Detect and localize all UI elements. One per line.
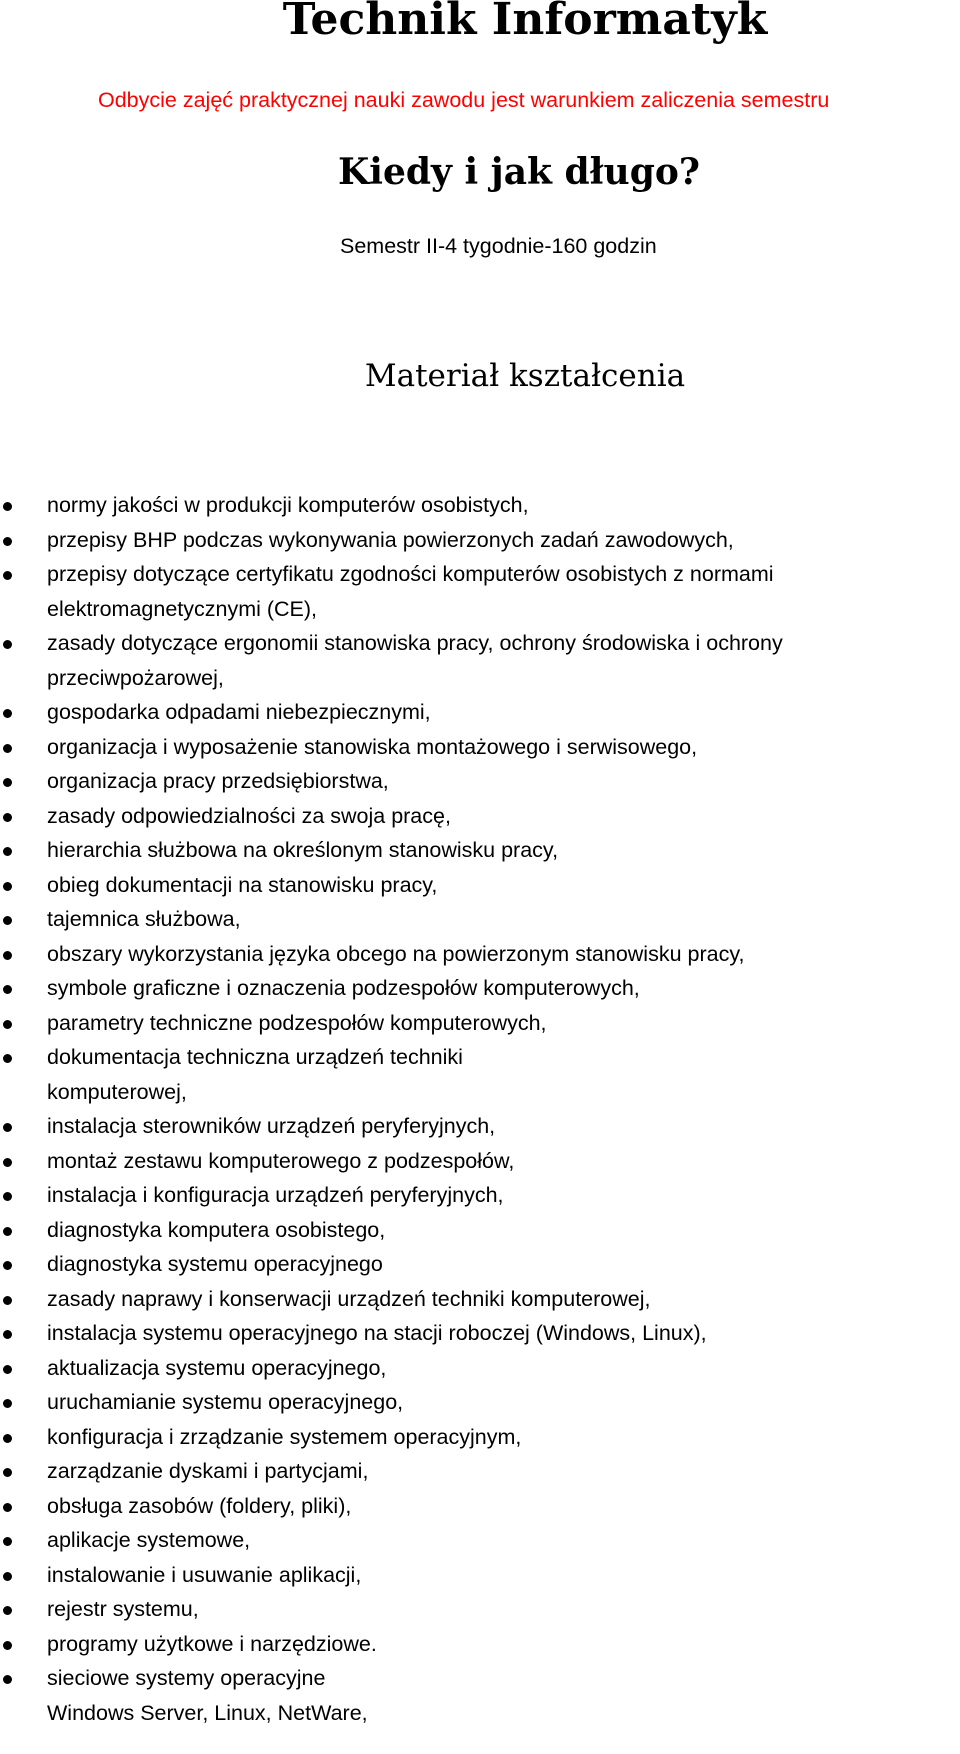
list-item [0, 937, 960, 972]
bullet-icon [3, 1606, 12, 1615]
bullet-icon [3, 1296, 12, 1305]
bullet-icon [3, 1123, 12, 1132]
list-item-text: zasady naprawy i konserwacji urządzeń techniki komputerowej, [47, 1286, 651, 1311]
list-item-text: instalacja i konfiguracja urządzeń peryferyjnych, [47, 1183, 504, 1207]
list-item [0, 1420, 960, 1455]
bullet-icon [3, 882, 12, 891]
when-heading: Kiedy i jak długo? [337, 151, 700, 193]
bullet-icon [3, 1227, 12, 1236]
list-item [0, 1316, 960, 1351]
list-item-text: zarządzanie dyskami i partycjami, [47, 1459, 369, 1483]
bullet-icon [3, 985, 12, 994]
topics-list [0, 488, 960, 1730]
list-item [0, 730, 960, 765]
list-item-text-continuation: Windows Server, Linux, NetWare, [47, 1700, 368, 1725]
bullet-icon [3, 1399, 12, 1408]
list-item-text: rejestr systemu, [47, 1597, 199, 1621]
list-item [0, 695, 960, 730]
bullet-icon [3, 951, 12, 960]
list-item [0, 868, 960, 903]
list-item-text: diagnostyka systemu operacyjnego [47, 1252, 383, 1276]
list-item-text: uruchamianie systemu operacyjnego, [47, 1390, 404, 1414]
list-item [0, 1385, 960, 1420]
semester-info: Semestr II-4 tygodnie-160 godzin [340, 234, 657, 258]
list-item-text: programy użytkowe i narzędziowe. [47, 1631, 377, 1656]
bullet-icon [3, 1434, 12, 1443]
list-item-text: dokumentacja techniczna urządzeń techniki [47, 1045, 463, 1069]
bullet-icon [3, 916, 12, 925]
list-item [0, 1213, 960, 1248]
list-item [0, 1627, 960, 1662]
bullet-icon [3, 1468, 12, 1477]
bullet-icon [3, 778, 12, 787]
list-item-text: sieciowe systemy operacyjne [47, 1666, 326, 1690]
bullet-icon [3, 537, 12, 546]
list-item-text: gospodarka odpadami niebezpiecznymi, [47, 700, 431, 724]
bullet-icon [3, 571, 12, 580]
list-item-text: obieg dokumentacji na stanowisku pracy, [47, 872, 438, 897]
list-item-text: symbole graficzne i oznaczenia podzespołów komputerowych, [47, 976, 640, 1000]
document-title: Technik Informatyk [282, 0, 768, 45]
list-item [0, 833, 960, 868]
list-item-text: przepisy dotyczące certyfikatu zgodności komputerów osobistych z normami [47, 562, 774, 586]
list-item [0, 902, 960, 937]
bullet-icon [3, 640, 12, 649]
list-item-text: parametry techniczne podzespołów komputerowych, [47, 1010, 547, 1035]
requirement-notice: Odbycie zajęć praktycznej nauki zawodu jest warunkiem zaliczenia semestru [98, 88, 830, 112]
list-item-text-continuation: komputerowej, [47, 1079, 187, 1104]
list-item [0, 764, 960, 799]
bullet-icon [3, 1365, 12, 1374]
list-item [0, 1109, 960, 1144]
list-item [0, 1006, 960, 1041]
list-item [0, 1661, 960, 1730]
list-item-text-continuation: przeciwpożarowej, [47, 665, 224, 690]
material-heading: Materiał kształcenia [364, 358, 686, 394]
list-item-text: konfiguracja i zrządzanie systemem operacyjnym, [47, 1424, 522, 1449]
list-item [0, 1040, 960, 1109]
list-item [0, 1282, 960, 1317]
bullet-icon [3, 1054, 12, 1063]
bullet-icon [3, 1020, 12, 1029]
bullet-icon [3, 813, 12, 822]
bullet-icon [3, 1572, 12, 1581]
list-item [0, 523, 960, 558]
bullet-icon [3, 1503, 12, 1512]
list-item [0, 557, 960, 626]
list-item-text: instalacja sterowników urządzeń peryferyjnych, [47, 1114, 496, 1138]
list-item-text: aktualizacja systemu operacyjnego, [47, 1355, 387, 1380]
list-item-text: aplikacje systemowe, [47, 1528, 251, 1552]
list-item [0, 1558, 960, 1593]
bullet-icon [3, 1192, 12, 1201]
bullet-icon [3, 1261, 12, 1270]
bullet-icon [3, 1330, 12, 1339]
bullet-icon [3, 1675, 12, 1684]
list-item [0, 1592, 960, 1627]
list-item-text: organizacja pracy przedsiębiorstwa, [47, 769, 389, 793]
bullet-icon [3, 744, 12, 753]
list-item-text: tajemnica służbowa, [47, 907, 241, 931]
list-item [0, 1351, 960, 1386]
list-item [0, 626, 960, 695]
bullet-icon [3, 1537, 12, 1546]
list-item-text: normy jakości w produkcji komputerów osobistych, [47, 493, 529, 517]
list-item [0, 1144, 960, 1179]
list-item-text: organizacja i wyposażenie stanowiska montażowego i serwisowego, [47, 734, 698, 759]
list-item [0, 1178, 960, 1213]
list-item-text: montaż zestawu komputerowego z podzespołów, [47, 1148, 515, 1173]
bullet-icon [3, 1641, 12, 1650]
list-item-text: zasady dotyczące ergonomii stanowiska pracy, ochrony środowiska i ochrony [47, 631, 783, 655]
list-item [0, 1523, 960, 1558]
bullet-icon [3, 709, 12, 718]
list-item-text: diagnostyka komputera osobistego, [47, 1217, 386, 1242]
list-item [0, 799, 960, 834]
list-item [0, 1247, 960, 1282]
list-item-text: przepisy BHP podczas wykonywania powierzonych zadań zawodowych, [47, 527, 734, 552]
list-item [0, 488, 960, 523]
list-item-text-continuation: elektromagnetycznymi (CE), [47, 596, 318, 621]
list-item-text: zasady odpowiedzialności za swoja pracę, [47, 803, 451, 828]
list-item [0, 1454, 960, 1489]
bullet-icon [3, 847, 12, 856]
bullet-icon [3, 1158, 12, 1167]
bullet-icon [3, 502, 12, 511]
list-item-text: hierarchia służbowa na określonym stanowisku pracy, [47, 838, 559, 862]
list-item-text: instalowanie i usuwanie aplikacji, [47, 1562, 362, 1587]
list-item [0, 971, 960, 1006]
list-item [0, 1489, 960, 1524]
list-item-text: obszary wykorzystania języka obcego na powierzonym stanowisku pracy, [47, 941, 745, 966]
list-item-text: obsługa zasobów (foldery, pliki), [47, 1493, 352, 1518]
list-item-text: instalacja systemu operacyjnego na stacji roboczej (Windows, Linux), [47, 1321, 707, 1345]
